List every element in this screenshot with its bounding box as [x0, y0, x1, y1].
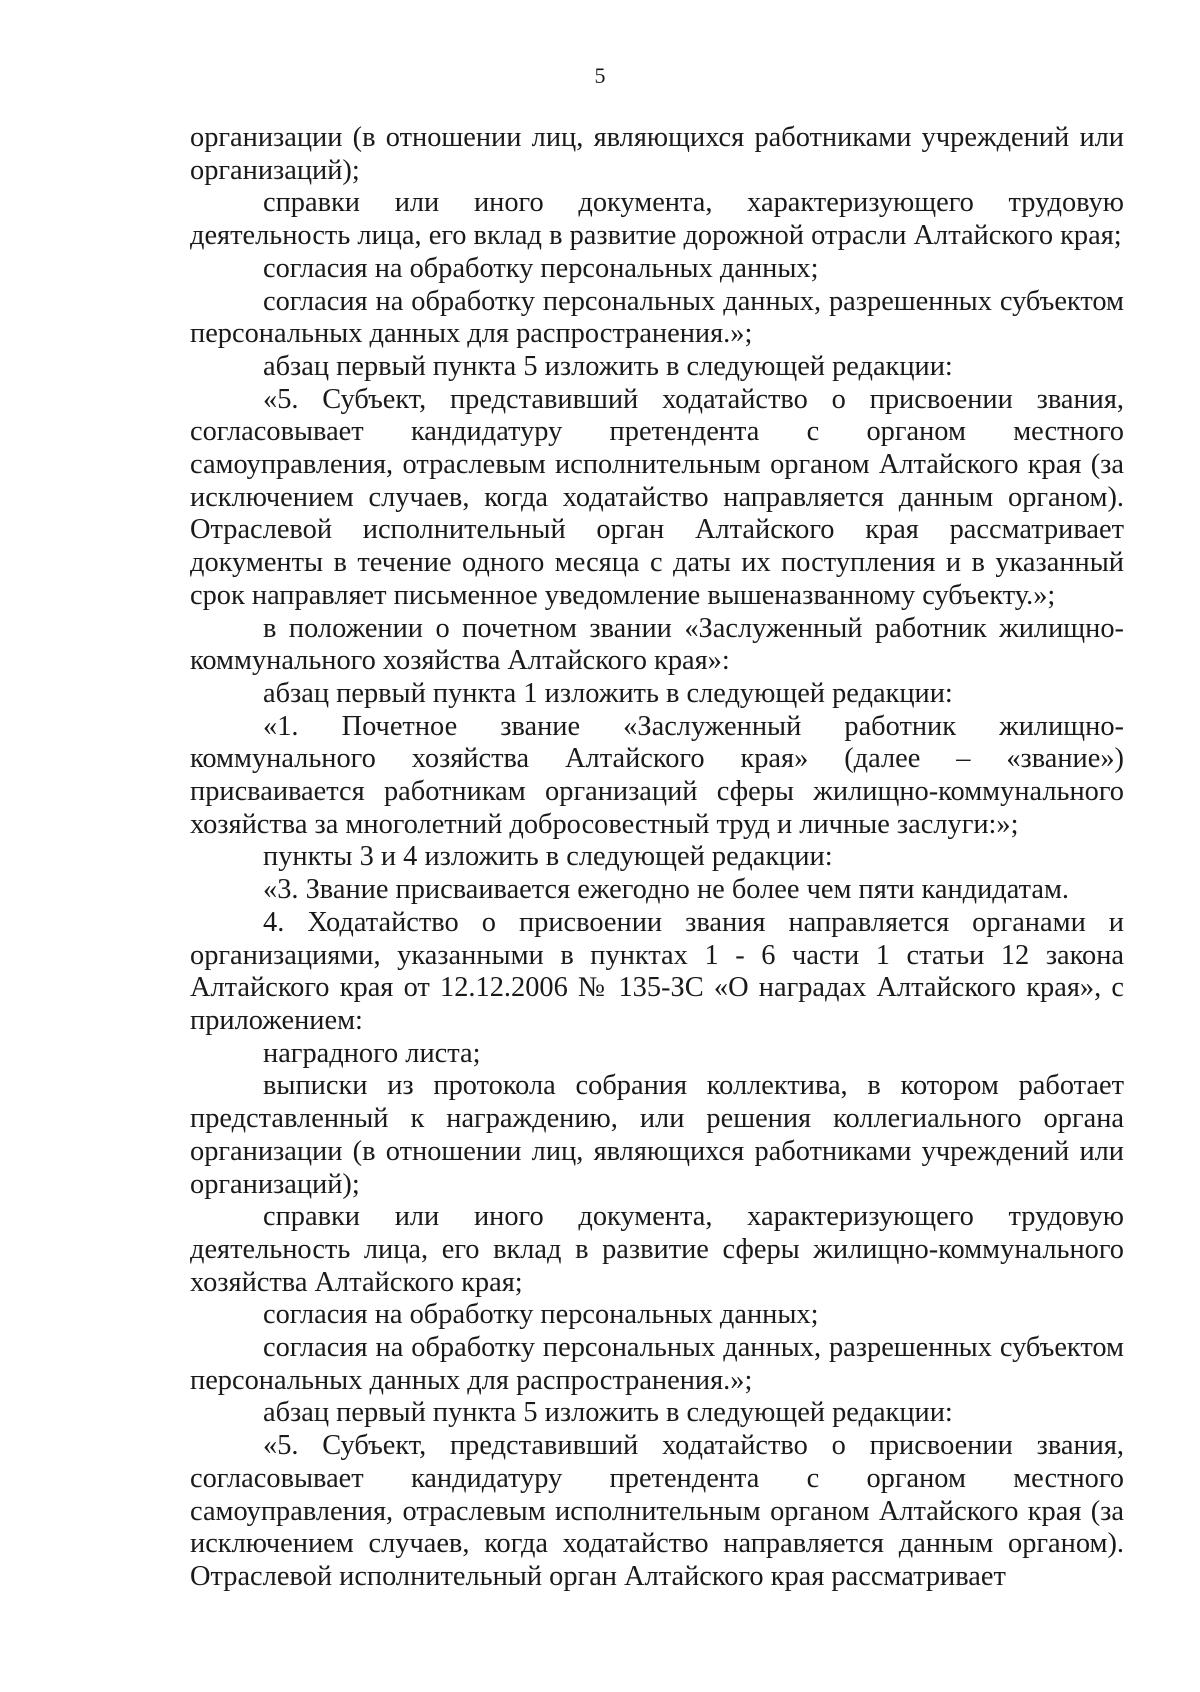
paragraph: организации (в отношении лиц, являющихся работниками учреждений или организаций);: [190, 122, 1124, 186]
paragraph: «5. Субъект, представивший ходатайство о присвоении звания, согласовывает кандидатуру претендента с органом местного самоуправления, отраслевым исполнительным органом Алтайского края (за исключением случаев, когда ходатайство направляется данным органом). Отраслевой исполнительный орган Алтайского края рассматривает документы в течение одного месяца с даты их поступления и в указанный срок направляет письменное уведомление вышеназванному субъекту.»;: [190, 383, 1124, 611]
paragraph: справки или иного документа, характеризующего трудовую деятельность лица, его вклад в развитие сферы жилищно-коммунального хозяйства Алтайского края;: [190, 1201, 1124, 1298]
paragraph: абзац первый пункта 1 изложить в следующей редакции:: [263, 677, 953, 709]
document-body: [190, 122, 1124, 1594]
paragraph: пункты 3 и 4 изложить в следующей редакции:: [263, 841, 833, 873]
paragraph: согласия на обработку персональных данных;: [263, 1299, 819, 1331]
paragraph: 4. Ходатайство о присвоении звания направляется органами и организациями, указанными в пунктах 1 - 6 части 1 статьи 12 закона Алтайского края от 12.12.2006 № 135-ЗС «О наградах Алтайского края», с приложением:: [190, 906, 1124, 1036]
paragraph: наградного листа;: [263, 1037, 481, 1069]
paragraph: «5. Субъект, представивший ходатайство о присвоении звания, согласовывает кандидатуру претендента с органом местного самоуправления, отраслевым исполнительным органом Алтайского края (за исключением случаев, когда ходатайство направляется данным органом). Отраслевой исполнительный орган Алтайского края рассматривает: [190, 1430, 1124, 1592]
page-number: 5: [594, 63, 606, 88]
paragraph: в положении о почетном звании «Заслуженный работник жилищно-коммунального хозяйства Алтайского края»:: [190, 612, 1124, 677]
paragraph: согласия на обработку персональных данных, разрешенных субъектом персональных данных для распространения.»;: [190, 285, 1124, 350]
paragraph: «1. Почетное звание «Заслуженный работник жилищно-коммунального хозяйства Алтайского края» (далее – «звание») присваивается работникам организаций сферы жилищно-коммунального хозяйства за многолетний добросовестный труд и личные заслуги:»;: [190, 710, 1124, 840]
paragraph: абзац первый пункта 5 изложить в следующей редакции:: [263, 350, 953, 382]
paragraph: согласия на обработку персональных данных, разрешенных субъектом персональных данных для распространения.»;: [190, 1332, 1124, 1396]
paragraph: согласия на обработку персональных данных;: [263, 252, 819, 284]
paragraph: «3. Звание присваивается ежегодно не более чем пяти кандидатам.: [263, 874, 1070, 906]
paragraph: выписки из протокола собрания коллектива, в котором работает представленный к награждению, или решения коллегиального органа организации (в отношении лиц, являющихся работниками учреждений или организаций);: [190, 1070, 1124, 1200]
paragraph: абзац первый пункта 5 изложить в следующей редакции:: [263, 1397, 953, 1429]
paragraph: справки или иного документа, характеризующего трудовую деятельность лица, его вклад в развитие дорожной отрасли Алтайского края;: [190, 187, 1124, 252]
